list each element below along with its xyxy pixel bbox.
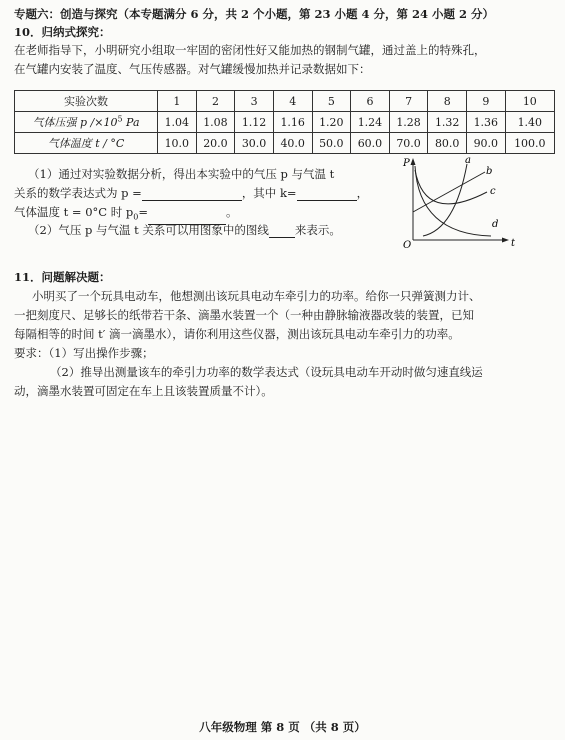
punctuation: ， xyxy=(356,186,369,200)
p-t-graph xyxy=(395,154,525,249)
table-row-count xyxy=(15,91,555,112)
table-cell: 2 xyxy=(196,91,235,112)
table-cell: 50.0 xyxy=(312,133,351,154)
answer-blank-curve[interactable] xyxy=(269,225,295,238)
curve-c xyxy=(415,170,487,204)
p0-equals: = xyxy=(138,205,148,219)
page-footer: 八年级物理 第 8 页 （共 8 页） xyxy=(199,720,366,734)
q10-sub2 xyxy=(28,222,341,238)
pressure-unit: Pa xyxy=(122,116,140,129)
q11-requirement-2: （2）推导出测量该车的牵引力功率的数学表达式（设玩具电动车开动时做匀速直线运 xyxy=(50,365,483,379)
curve-d xyxy=(415,166,491,236)
graph-label-p: P xyxy=(403,158,410,169)
answer-blank-expression[interactable] xyxy=(142,188,242,201)
curve-a xyxy=(423,164,467,236)
punctuation: 。 xyxy=(226,205,238,219)
table-cell: 70.0 xyxy=(389,133,428,154)
table-cell: 40.0 xyxy=(273,133,312,154)
table-cell: 5 xyxy=(312,91,351,112)
answer-blank-k[interactable] xyxy=(297,188,357,201)
table-cell: 10 xyxy=(505,91,554,112)
q11-requirement-1: 要求：（1）写出操作步骤； xyxy=(14,346,154,360)
q10-sub1-line2 xyxy=(14,185,368,201)
graph-label-t: t xyxy=(511,238,516,249)
table-cell: 8 xyxy=(428,91,467,112)
table-cell: 1.04 xyxy=(158,112,197,133)
graph-label-a: a xyxy=(465,155,471,166)
table-cell: 1.12 xyxy=(235,112,274,133)
q11-requirement-2-cont: 动，滴墨水装置可固定在车上且该装置质量不计）。 xyxy=(14,384,273,398)
p-axis-arrow xyxy=(411,158,416,165)
question-11-title: 11．问题解决题： xyxy=(14,270,111,284)
row-label-temperature: 气体温度 t / °C xyxy=(15,133,158,154)
graph-prompt: （2）气压 p 与气温 t 关系可以用图象中的图线 xyxy=(28,223,269,237)
table-cell: 4 xyxy=(273,91,312,112)
table-cell: 1.28 xyxy=(389,112,428,133)
table-cell: 6 xyxy=(351,91,390,112)
graph-label-origin: O xyxy=(403,240,412,249)
table-cell: 1.32 xyxy=(428,112,467,133)
table-cell: 1.20 xyxy=(312,112,351,133)
q11-paragraph-line2: 一把刻度尺、足够长的纸带若干条、滴墨水装置一个（一种由静脉输液器改装的装置，已知 xyxy=(14,308,474,322)
graph-label-b: b xyxy=(486,166,493,177)
section-title: 专题六：创造与探究（本专题满分 6 分，共 2 个小题，第 23 小题 4 分，第 24 小题 2 分） xyxy=(14,7,495,21)
table-cell: 1.24 xyxy=(351,112,390,133)
graph-label-c: c xyxy=(490,186,496,197)
q11-paragraph-line3: 每隔相等的时间 t′ 滴一滴墨水），请你利用这些仪器，测出该玩具电动车牵引力的功率。 xyxy=(14,327,460,341)
graph-label-d: d xyxy=(492,219,499,230)
table-cell: 20.0 xyxy=(196,133,235,154)
graph-prompt-end: 来表示。 xyxy=(294,223,341,237)
table-cell: 1.40 xyxy=(505,112,554,133)
q10-sub1-line1: （1）通过对实验数据分析，得出本实验中的气压 p 与气温 t xyxy=(28,167,335,181)
table-cell: 1.08 xyxy=(196,112,235,133)
table-cell: 1.16 xyxy=(273,112,312,133)
table-cell: 1.36 xyxy=(467,112,506,133)
row-label-count: 实验次数 xyxy=(15,91,158,112)
t-axis-arrow xyxy=(502,238,509,243)
question-10-title: 10．归纳式探究： xyxy=(14,25,111,39)
q10-intro-line1: 在老师指导下，小明研究小组取一牢固的密闭性好又能加热的钢制气罐，通过盖上的特殊孔， xyxy=(14,43,486,57)
table-cell: 60.0 xyxy=(351,133,390,154)
table-cell: 100.0 xyxy=(505,133,554,154)
p0-subscript: 0 xyxy=(133,212,139,222)
q11-paragraph-line1: 小明买了一个玩具电动车，他想测出该玩具电动车牵引力的功率。给你一只弹簧测力计、 xyxy=(32,289,481,303)
table-cell: 9 xyxy=(467,91,506,112)
row-label-pressure xyxy=(15,112,158,133)
pressure-exponent: 5 xyxy=(117,114,123,124)
table-cell: 1 xyxy=(158,91,197,112)
expression-prompt: 关系的数学表达式为 p = xyxy=(14,186,142,200)
table-row-pressure xyxy=(15,112,555,133)
experiment-data-table xyxy=(14,90,555,154)
p0-prompt: 气体温度 t = 0°C 时 p xyxy=(14,205,134,219)
q10-intro-line2: 在气罐内安装了温度、气压传感器。对气罐缓慢加热并记录数据如下： xyxy=(14,62,371,76)
table-cell: 30.0 xyxy=(235,133,274,154)
table-cell: 10.0 xyxy=(158,133,197,154)
table-row-temperature xyxy=(15,133,555,154)
table-cell: 7 xyxy=(389,91,428,112)
table-cell: 80.0 xyxy=(428,133,467,154)
pressure-label-text: 气体压强 p /×10 xyxy=(32,116,118,129)
k-prompt: ，其中 k= xyxy=(241,186,297,200)
table-cell: 90.0 xyxy=(467,133,506,154)
table-cell: 3 xyxy=(235,91,274,112)
